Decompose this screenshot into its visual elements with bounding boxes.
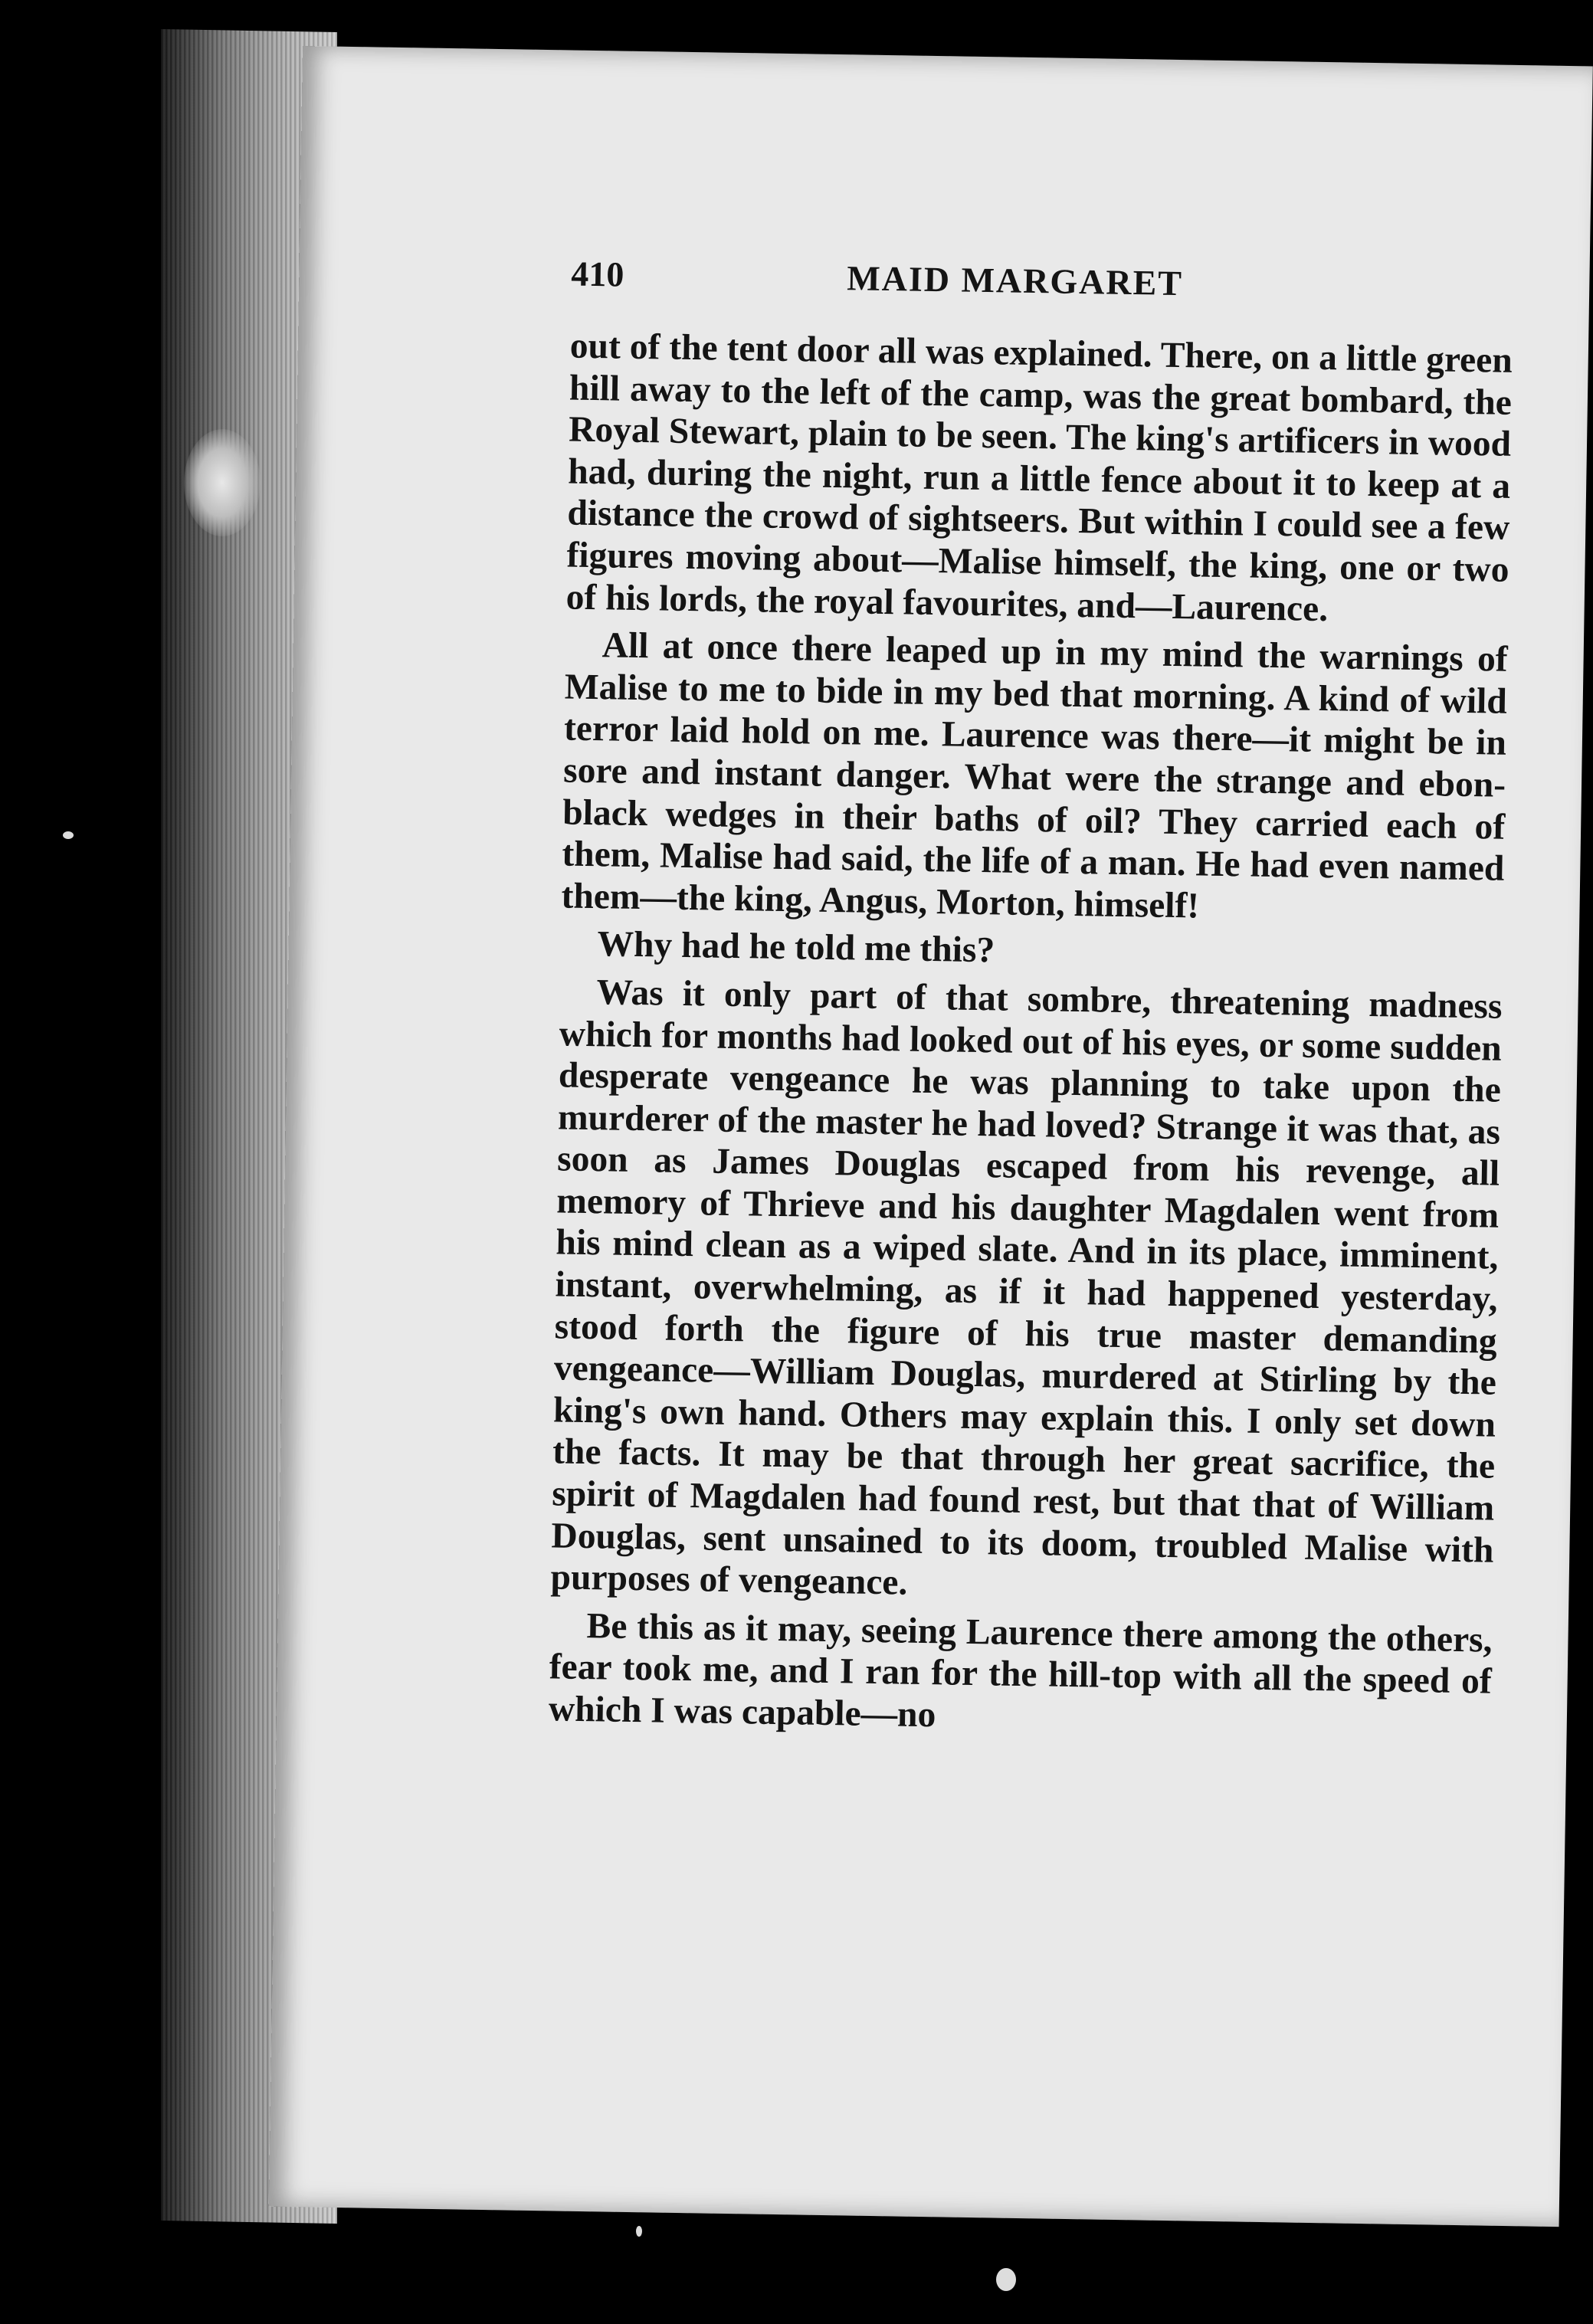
page-content (548, 254, 1513, 1752)
scan-speck (63, 831, 74, 839)
page-number: 410 (570, 254, 624, 294)
book-page (269, 46, 1593, 2227)
edge-smudge (184, 429, 261, 536)
paragraph: All at once there leaped up in my mind the warnings of Malise to me to bide in my bed that morning. A kind of wild terror laid hold on me. Laurence was there—it might be in sore and instant danger. What were the strange and ebon-black wedges in their baths of oil? They carried each of them, Malise had said, the life of a man. He had even named them—the king, Angus, Morton, himself! (561, 625, 1509, 926)
paragraph: Was it only part of that sombre, threatening madness which for months had looked out of his eyes, or some sudden desperate vengeance he was planning to take upon the murderer of the master he had loved? Strange it was that, as soon as James Douglas escaped from his revenge, all memory of Thrieve and his daughter Magdalen went from his mind clean as a wiped slate. And in its place, imminent, instant, overwhelming, as if it had happened yesterday, stood forth the figure of his true master demanding vengeance—William Douglas, murdered at Stirling by the king's own hand. Others may explain this. I only set down the facts. It may be that through her great sacrifice, the spirit of Magdalen had found rest, but that that of William Douglas, sent unsained to its doom, troubled Malise with purposes of vengeance. (550, 972, 1503, 1603)
scan-speck (636, 2226, 642, 2237)
paragraph: Why had he told me this? (597, 924, 995, 971)
paragraph: out of the tent door all was explained. There, on a little green hill away to the left of the camp, was the great bombard, the Royal Stewart, plain to be seen. The king's artificers in wood had, during the night, run a little fence about it to keep at a distance the crowd of sightseers. But within I could see a few figures moving about—Malise himself, the king, one or two of his lords, the royal favourites, and—Laurence. (565, 326, 1513, 629)
running-title: MAID MARGARET (846, 258, 1184, 303)
paragraph: Be this as it may, seeing Laurence there among the others, fear took me, and I ran for the hill-top with all the speed of which I was capable—no (548, 1605, 1493, 1736)
body-text (549, 326, 1513, 1745)
running-header (571, 254, 1514, 314)
scan-speck (996, 2268, 1016, 2291)
